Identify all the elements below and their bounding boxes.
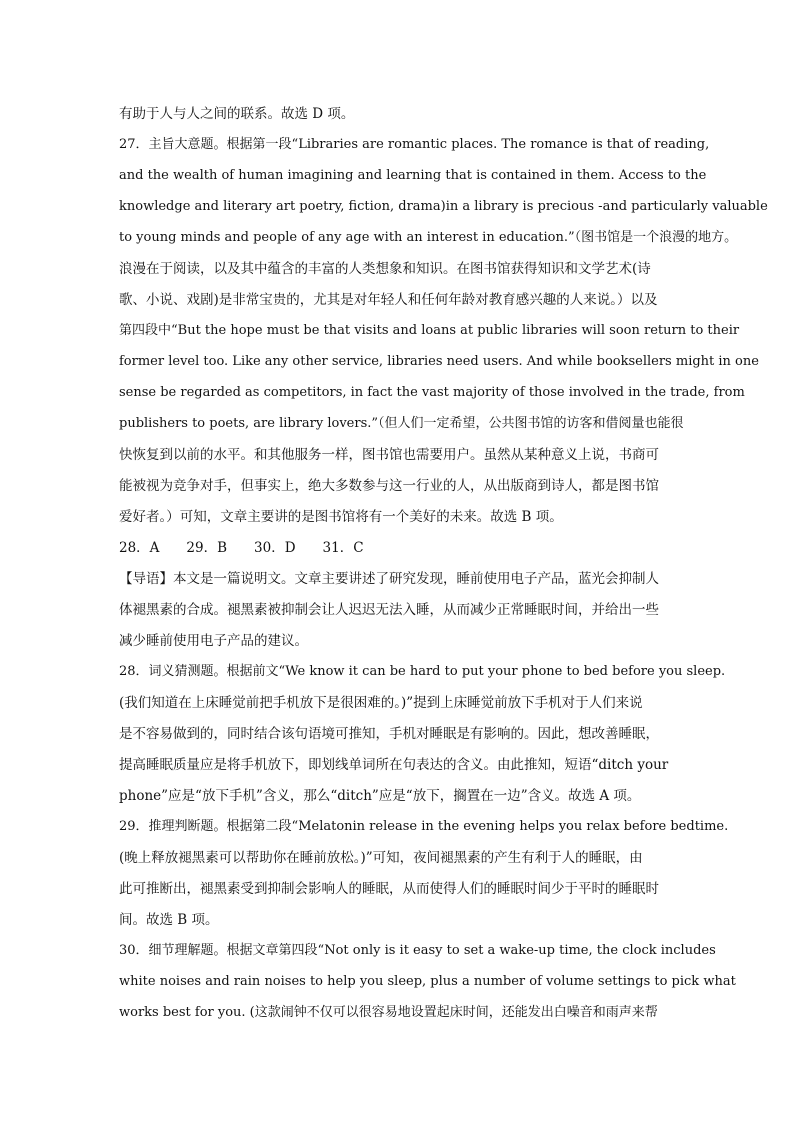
text-line: publishers to poets, are library lovers.”（但人们一定希望，公共图书馆的访客和借阅量也能很 <box>119 416 684 431</box>
text-line: 提高睡眠质量应是将手机放下，即划线单词所在句表达的含义。由此推知，短语“ditch your <box>119 757 669 773</box>
text-line: 30．细节理解题。根据文章第四段“Not only is it easy to set a wake-up time, the clock includes <box>119 943 716 958</box>
text-line: works best for you. (这款闹钟不仅可以很容易地设置起床时间，还能发出白噪音和雨声来帮 <box>119 1005 658 1020</box>
text-line: to young minds and people of any age with an interest in education.”（图书馆是一个浪漫的地方。 <box>119 230 738 245</box>
text-line: 有助于人与人之间的联系。故选 D 项。 <box>119 106 355 122</box>
text-line: white noises and rain noises to help you sleep, plus a number of volume settings to pick what <box>119 974 736 989</box>
text-line: 浪漫在于阅读，以及其中蕴含的丰富的人类想象和知识。在图书馆获得知识和文学艺术(诗 <box>119 261 651 277</box>
text-line: 能被视为竞争对手，但事实上，绝大多数参与这一行业的人，从出版商到诗人，都是图书馆 <box>119 478 659 494</box>
text-line: 28．词义猜测题。根据前文“We know it can be hard to put your phone to bed before you sleep. <box>119 664 726 679</box>
text-line: 第四段中“But the hope must be that visits and loans at public libraries will soon return to their <box>119 323 740 338</box>
answer-key-line: 28．A 29．B 30．D 31．C <box>119 540 364 556</box>
text-line: and the wealth of human imagining and learning that is contained in them. Access to the <box>119 168 707 183</box>
text-line: knowledge and literary art poetry, fiction, drama)in a library is precious -and particularly valuable <box>119 199 768 214</box>
text-line: 爱好者。）可知，文章主要讲的是图书馆将有一个美好的未来。故选 B 项。 <box>119 509 563 525</box>
text-line: (我们知道在上床睡觉前把手机放下是很困难的。)”提到上床睡觉前放下手机对于人们来说 <box>119 695 643 711</box>
text-line: 是不容易做到的，同时结合该句语境可推知，手机对睡眠是有影响的。因此，想改善睡眠， <box>119 726 659 742</box>
text-line: former level too. Like any other service, libraries need users. And while booksellers might in one <box>119 354 759 369</box>
text-line: 快恢复到以前的水平。和其他服务一样，图书馆也需要用户。虽然从某种意义上说，书商可 <box>119 447 659 463</box>
text-line: (晚上释放褪黑素可以帮助你在睡前放松。)”可知，夜间褪黑素的产生有利于人的睡眠，由 <box>119 850 643 866</box>
text-line: sense be regarded as competitors, in fact the vast majority of those involved in the trade, from <box>119 385 745 400</box>
text-line: 歌、小说、戏剧)是非常宝贵的，尤其是对年轻人和任何年龄对教育感兴趣的人来说。）以及 <box>119 292 658 308</box>
text-line: 29．推理判断题。根据第二段“Melatonin release in the evening helps you relax before bedtime. <box>119 819 729 834</box>
text-line: 体褪黑素的合成。褪黑素被抑制会让人迟迟无法入睡，从而减少正常睡眠时间，并给出一些 <box>119 602 659 618</box>
text-line: 【导语】本文是一篇说明文。文章主要讲述了研究发现，睡前使用电子产品，蓝光会抑制人 <box>119 571 659 587</box>
text-line: phone”应是“放下手机”含义，那么“ditch”应是“放下，搁置在一边”含义。故选 A 项。 <box>119 788 641 804</box>
text-line: 间。故选 B 项。 <box>119 912 219 928</box>
text-line: 减少睡前使用电子产品的建议。 <box>119 633 308 649</box>
text-line: 此可推断出，褪黑素受到抑制会影响人的睡眠，从而使得人们的睡眠时间少于平时的睡眠时 <box>119 881 659 897</box>
text-line: 27．主旨大意题。根据第一段“Libraries are romantic places. The romance is that of reading, <box>119 137 710 152</box>
